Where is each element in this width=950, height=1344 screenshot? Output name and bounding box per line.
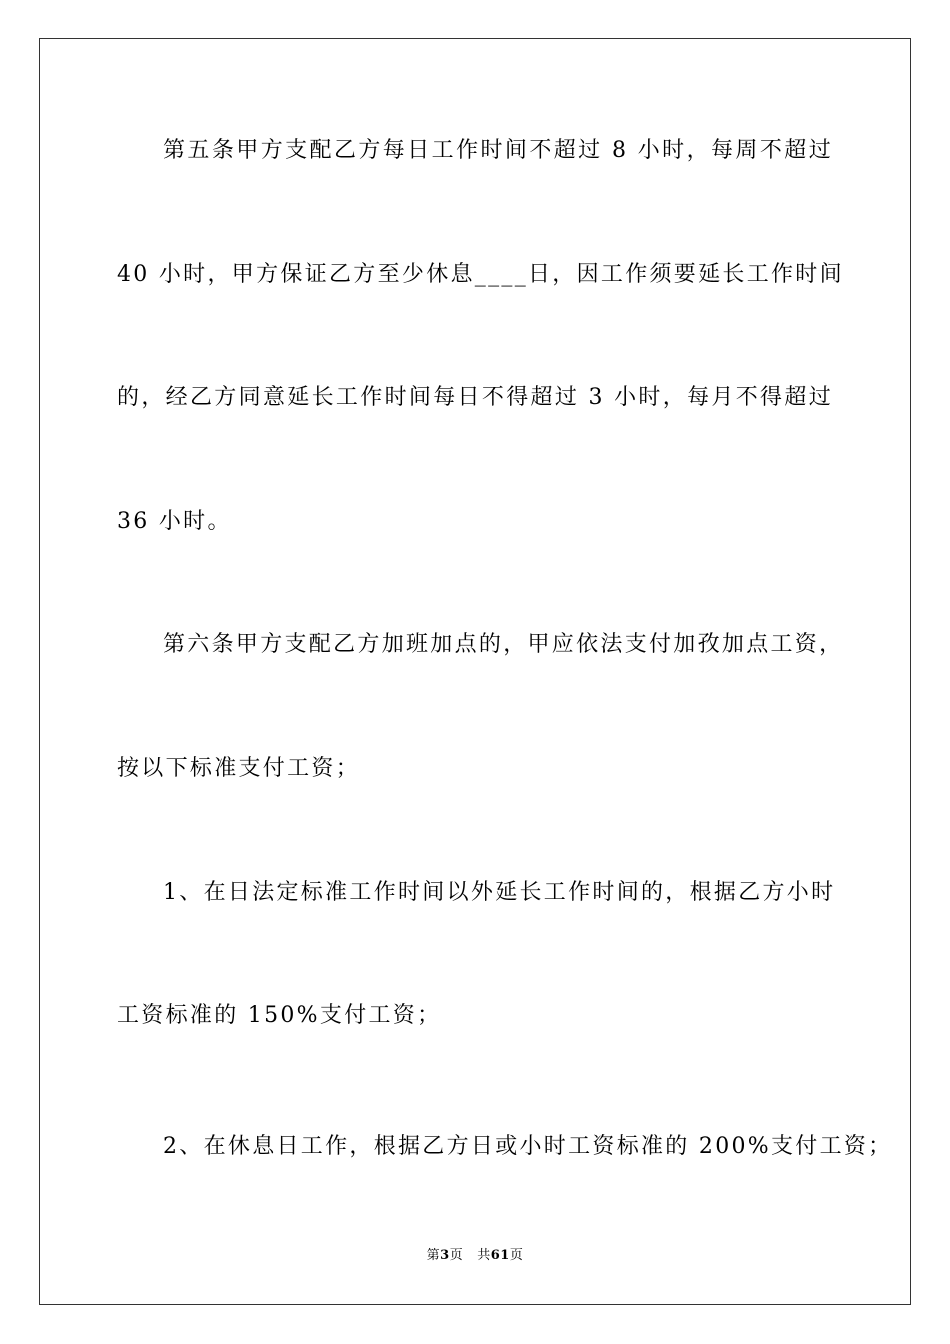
- paragraph-line: 第五条甲方支配乙方每日工作时间不超过 8 小时，每周不超过: [163, 138, 833, 163]
- page-footer: [0, 1247, 950, 1265]
- footer-total-prefix: 共: [477, 1248, 491, 1263]
- paragraph-line: 第六条甲方支配乙方加班加点的，甲应依法支付加孜加点工资，: [163, 632, 844, 657]
- footer-page-prefix: 第: [426, 1248, 441, 1263]
- paragraph-line: 2、在休息日工作，根据乙方日或小时工资标准的 200%支付工资；: [163, 1134, 893, 1159]
- paragraph-line: 工资标准的 150%支付工资；: [117, 1003, 442, 1028]
- paragraph-line: 1、在日法定标准工作时间以外延长工作时间的，根据乙方小时: [163, 880, 836, 905]
- paragraph-line: 按以下标准支付工资；: [117, 756, 361, 781]
- page-border: [39, 38, 911, 1305]
- footer-total-suffix: 页: [509, 1248, 524, 1263]
- paragraph-line: 36 小时。: [117, 509, 232, 534]
- footer-page-number: 3: [440, 1248, 450, 1263]
- footer-page-suffix: 页: [449, 1248, 464, 1263]
- paragraph-line: 40 小时，甲方保证乙方至少休息____日，因工作须要延长工作时间: [117, 262, 844, 287]
- paragraph-line: 的，经乙方同意延长工作时间每日不得超过 3 小时，每月不得超过: [117, 385, 833, 410]
- footer-total-number: 61: [490, 1248, 510, 1263]
